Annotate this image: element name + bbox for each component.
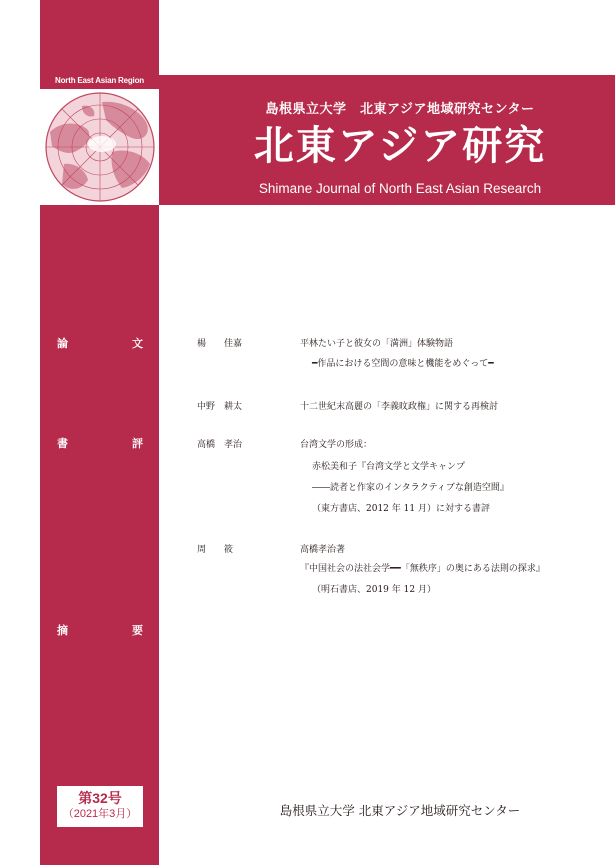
section-label-char: 論 (57, 337, 68, 350)
institute-name-top: 島根県立大学 北東アジア地域研究センター (265, 102, 535, 117)
toc-title-line: 『中国社会の法社会学━━「無秩序」の奥にある法則の探求』 (300, 564, 545, 574)
toc-author: 周 筱 (197, 545, 234, 555)
toc-title-line: （明石書店、2019 年 12 月） (312, 585, 436, 595)
toc-author: 中野 耕太 (197, 402, 243, 412)
section-label-abstracts (57, 622, 143, 638)
issue-box (57, 786, 143, 827)
section-label-articles (57, 335, 143, 351)
region-label: North East Asian Region (55, 76, 144, 85)
journal-title-en: Shimane Journal of North East Asian Research (258, 181, 542, 196)
section-label-char: 摘 (57, 624, 68, 637)
toc-author: 楊 佳嘉 (197, 339, 243, 349)
toc-title-line: 十二世紀末高麗の「李義旼政権」に関する再検討 (300, 402, 499, 412)
toc-title-line: （東方書店、2012 年 11 月）に対する書評 (312, 504, 490, 514)
toc-author: 高橋 孝治 (197, 440, 243, 450)
toc-title-line: 平林たい子と彼女の「満洲」体験物語 (300, 339, 454, 349)
toc-title-line: ――読者と作家のインタラクティブな創造空間』 (312, 483, 509, 493)
toc-title-line: ━作品における空間の意味と機能をめぐって━ (312, 359, 494, 369)
issue-number: 第32号 (78, 790, 122, 806)
section-label-char: 文 (132, 337, 143, 350)
globe-logo-icon (42, 92, 158, 202)
section-label-char: 要 (132, 624, 143, 637)
issue-date: （2021年3月） (62, 808, 138, 820)
section-label-char: 書 (57, 437, 68, 450)
section-label-char: 評 (132, 437, 143, 450)
journal-title: 北東アジア研究 (253, 122, 547, 169)
toc-title-line: 高橋孝治著 (300, 545, 346, 555)
footer-institute-name: 島根県立大学 北東アジア地域研究センター (279, 803, 521, 818)
toc-title-line: 台湾文学の形成： (300, 440, 373, 450)
section-label-reviews (57, 435, 143, 451)
toc-title-line: 赤松美和子『台湾文学と文学キャンプ (312, 462, 466, 472)
